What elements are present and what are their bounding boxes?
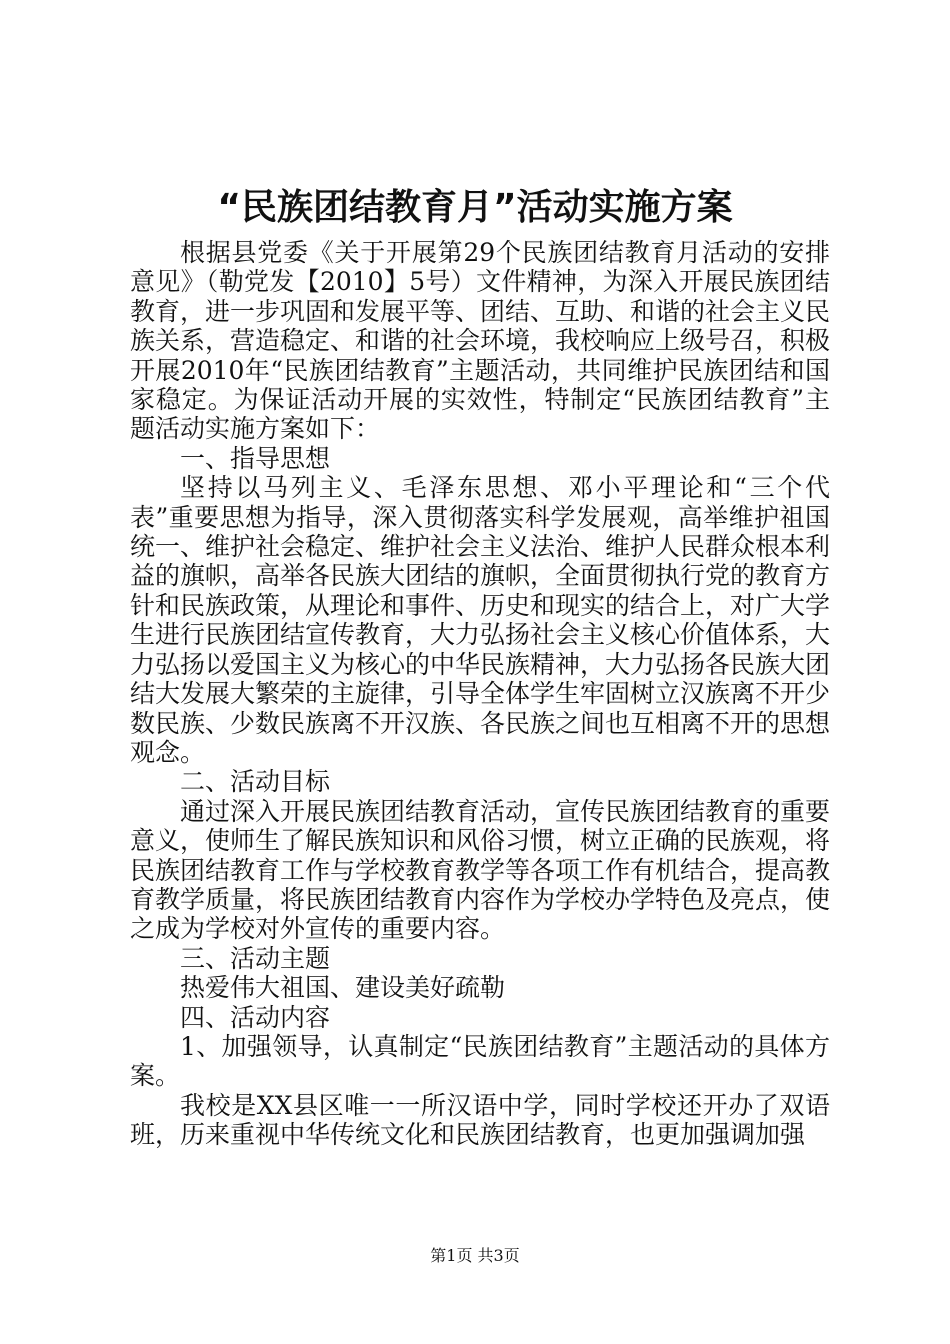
section-heading-activity-content: 四、活动内容 [180,1002,331,1032]
guiding-ideology-paragraph: 坚持以马列主义、毛泽东思想、邓小平理论和“三个代表”重要思想为指导，深入贯彻落实科学发展观，高举维护祖国统一、维护社会稳定、维护社会主义法治、维护人民群众根本利益的旗帜，高举各民族大团结的旗帜，全面贯彻执行党的教育方针和民族政策，从理论和事件、历史和现实的结合上，对广大学生进行民族团结宣传教育，大力弘扬社会主义核心价值体系，大力弘扬以爱国主义为核心的中华民族精神，大力弘扬各民族大团结大发展大繁荣的主旋律，引导全体学生牢固树立汉族离不开少数民族、少数民族离不开汉族、各民族之间也互相离不开的思想观念。 [130,473,831,767]
document-title: “民族团结教育月”活动实施方案 [217,187,733,228]
page-number: 第1页 共3页 [430,1246,520,1265]
intro-paragraph: 根据县党委《关于开展第29个民族团结教育月活动的安排意见》（勒党发【2010】5号）文件精神，为深入开展民族团结教育，进一步巩固和发展平等、团结、互助、和谐的社会主义民族关系，营造稳定、和谐的社会环境，我校响应上级号召，积极开展2010年“民族团结教育”主题活动，共同维护民族团结和国家稳定。为保证活动开展的实效性，特制定“民族团结教育”主题活动实施方案如下： [130,238,831,444]
section-heading-activity-theme: 三、活动主题 [180,943,331,973]
section-heading-activity-goals: 二、活动目标 [180,767,331,797]
school-description-paragraph: 我校是XX县区唯一一所汉语中学，同时学校还开办了双语班，历来重视中华传统文化和民族团结教育，也更加强调加强 [130,1090,830,1150]
activity-theme-paragraph: 热爱伟大祖国、建设美好疏勒 [180,973,506,1003]
activity-goals-paragraph: 通过深入开展民族团结教育活动，宣传民族团结教育的重要意义，使师生了解民族知识和风俗习惯，树立正确的民族观，将民族团结教育工作与学校教育教学等各项工作有机结合，提高教育教学质量，将民族团结教育内容作为学校办学特色及亮点，使之成为学校对外宣传的重要内容。 [130,796,831,944]
document-body [130,238,830,1150]
activity-content-item-1: 1、加强领导，认真制定“民族团结教育”主题活动的具体方案。 [130,1031,830,1091]
section-heading-guiding-ideology: 一、指导思想 [180,443,331,473]
